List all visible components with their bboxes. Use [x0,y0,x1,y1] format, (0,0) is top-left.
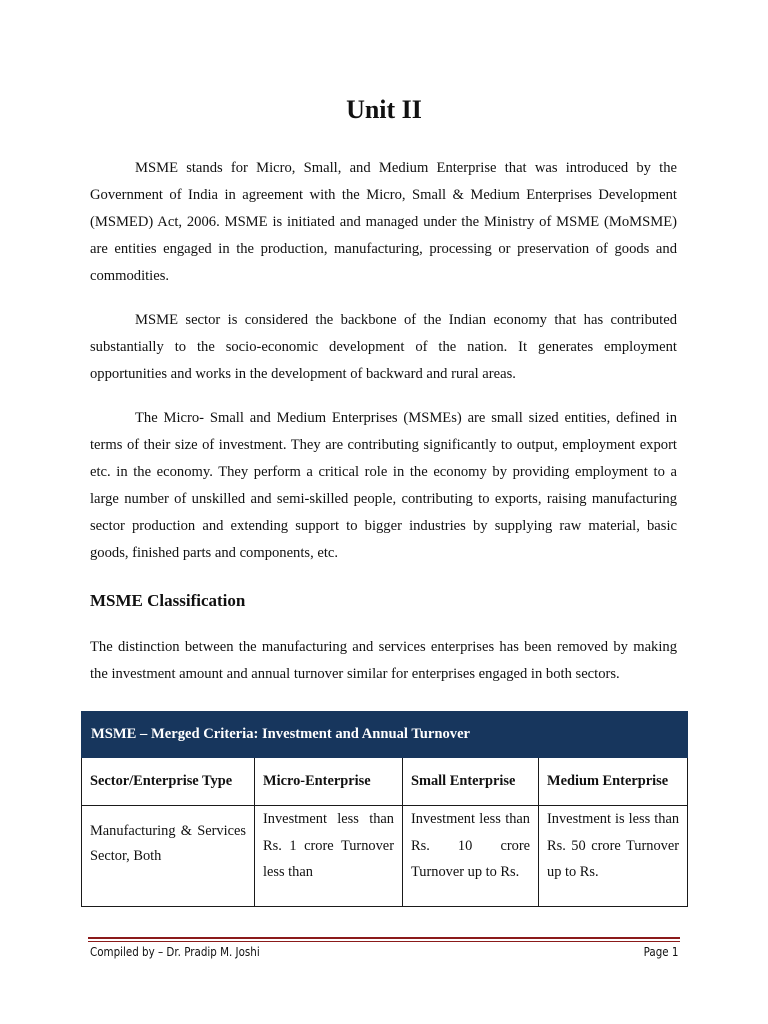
section-heading-classification: MSME Classification [90,591,246,610]
paragraph-msme-role: The Micro- Small and Medium Enterprises (MSMEs) are small sized entities, defined in terms of their size of investment. They are contributing significantly to output, employment export etc. in the economy. They perform a critical role in the economy by providing employment to a large number of unskilled and semi-skilled people, contributing to exports, raising manufacturing sector production and extending support to bigger industries by supplying raw material, basic goods, finished parts and components, etc. [90,410,677,561]
table-cell-text: Investment is less than Rs. 50 crore Turnover up to Rs. [547,811,680,880]
footer-rule [88,937,680,939]
paragraph-classification-intro: The distinction between the manufacturing and services enterprises has been removed by making the investment amount and annual turnover similar for enterprises engaged in both sectors. [90,639,677,682]
table-header-cell: Small Enterprise [403,758,539,806]
footer-author: Compiled by – Dr. Pradip M. Joshi [90,945,260,959]
table-cell-medium [539,806,688,907]
table-row [82,806,688,907]
footer-rule-thin [88,941,680,942]
table-cell-small [403,806,539,907]
table-cell-text: Manufacturing & Services Sector, Both [90,823,246,864]
table-cell-micro [255,806,403,907]
table-caption-row [82,712,688,758]
table-cell-text: Investment less than Rs. 1 crore Turnover less than [263,811,394,880]
paragraph-msme-definition: MSME stands for Micro, Small, and Medium Enterprise that was introduced by the Government of India in agreement with the Micro, Small & Medium Enterprises Development (MSMED) Act, 2006. MSME is initiated and managed under the Ministry of MSME (MoMSME) are entities engaged in the production, manufacturing, processing or preservation of goods and commodities. [90,160,677,284]
table-header-row [82,758,688,806]
page-title: Unit II [346,95,422,124]
table-header-cell: Sector/Enterprise Type [82,758,255,806]
table-cell-sector [82,806,255,907]
table-header-cell: Micro-Enterprise [255,758,403,806]
footer-page-number: Page 1 [643,945,678,959]
msme-criteria-table-wrapper [81,711,687,907]
paragraph-msme-backbone: MSME sector is considered the backbone of the Indian economy that has contributed substantially to the socio-economic development of the nation. It generates employment opportunities and works in the development of backward and rural areas. [90,312,677,382]
table-cell-text: Investment less than Rs. 10 crore Turnover up to Rs. [411,811,530,880]
table-caption: MSME – Merged Criteria: Investment and Annual Turnover [82,712,688,758]
msme-criteria-table [81,711,688,907]
table-header-cell: Medium Enterprise [539,758,688,806]
